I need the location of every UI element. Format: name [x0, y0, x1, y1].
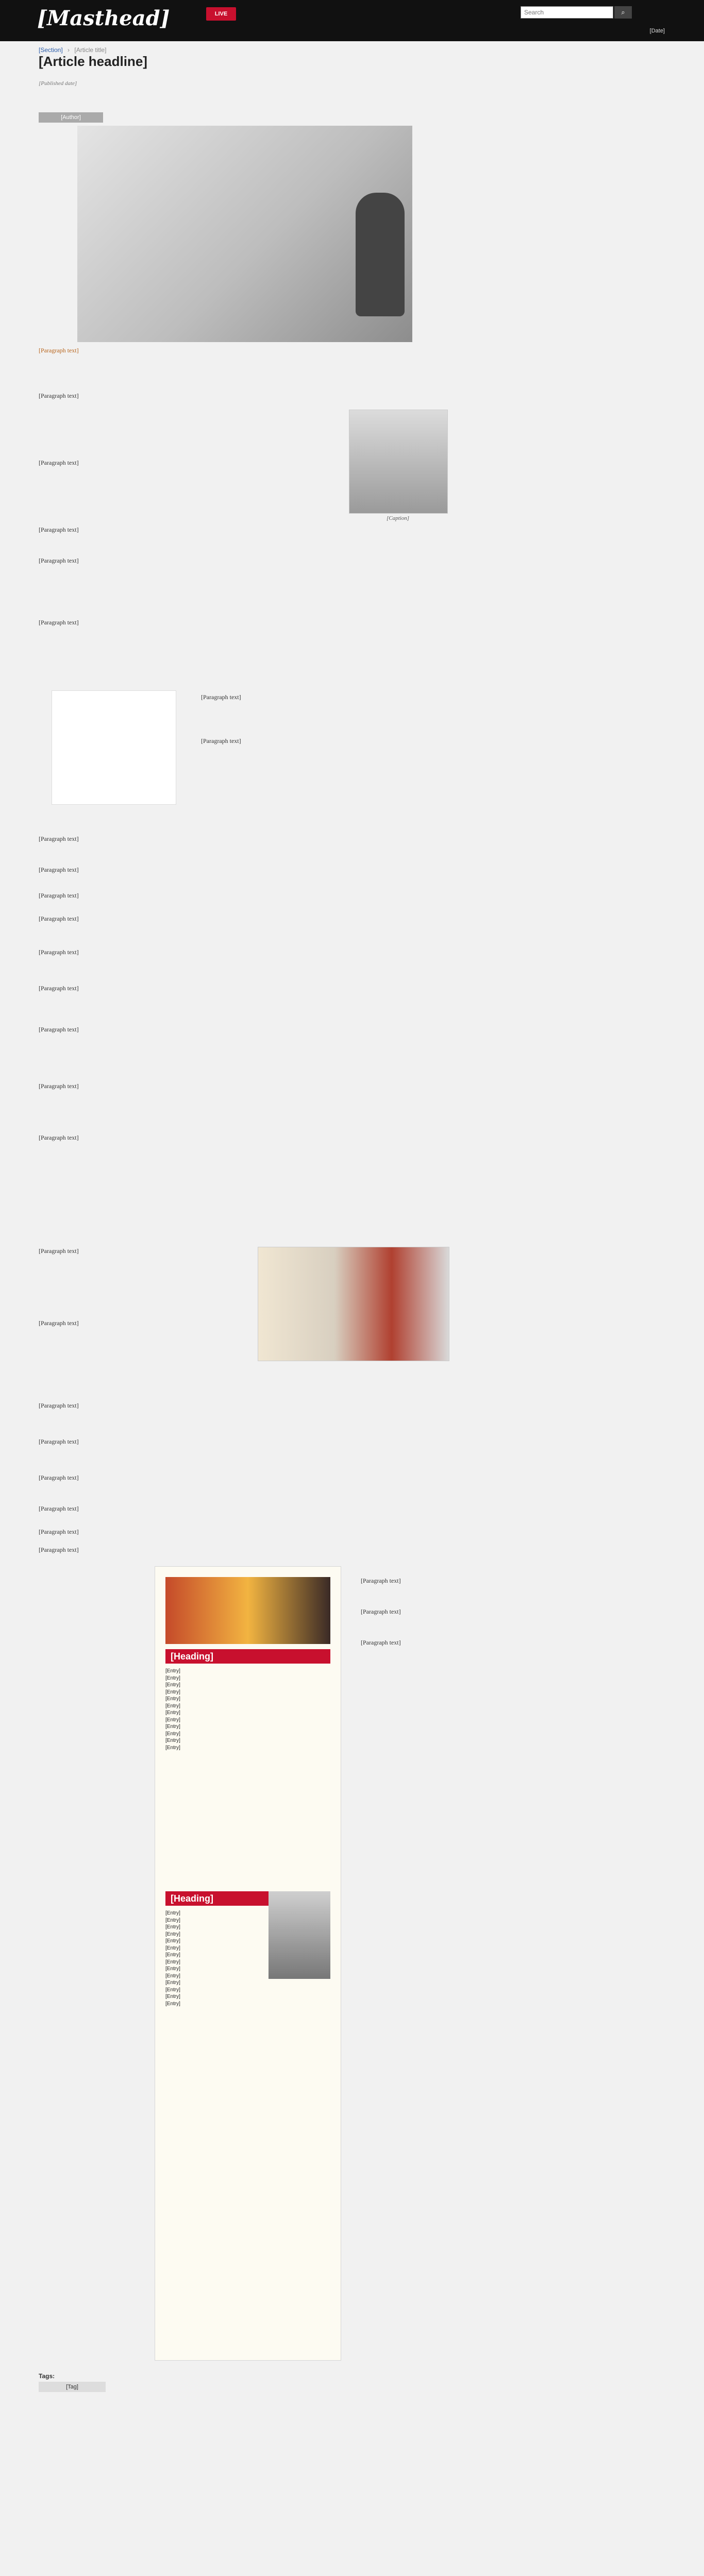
biography-item: [Entry]	[165, 1952, 180, 1958]
article-paragraph: [Paragraph text]	[201, 737, 241, 744]
article-paragraph: [Paragraph text]	[39, 985, 79, 992]
exhibition-item: [Entry]	[165, 1710, 180, 1716]
article-date: [Published date]	[39, 80, 77, 87]
tags-label: Tags:	[39, 2372, 55, 2380]
article-paragraph: [Paragraph text]	[39, 1528, 79, 1535]
article-paragraph: [Paragraph text]	[39, 392, 79, 399]
exhibition-item: [Entry]	[165, 1675, 180, 1681]
biography-item: [Entry]	[165, 1994, 180, 1999]
breadcrumb	[39, 46, 109, 54]
portrait-image	[349, 410, 448, 514]
biography-item: [Entry]	[165, 2001, 180, 2007]
biography-item: [Entry]	[165, 1917, 180, 1923]
biography-item: [Entry]	[165, 1966, 180, 1972]
hero-image	[77, 126, 412, 342]
article-paragraph: [Paragraph text]	[39, 1438, 79, 1445]
article-paragraph: [Paragraph text]	[39, 835, 79, 842]
exhibition-item: [Entry]	[165, 1738, 180, 1743]
exhibitions-heading: [Heading]	[165, 1649, 330, 1664]
article-paragraph: [Paragraph text]	[39, 1134, 79, 1141]
article-paragraph: [Paragraph text]	[39, 1505, 79, 1512]
article-paragraph: [Paragraph text]	[39, 892, 79, 899]
exhibition-item: [Entry]	[165, 1689, 180, 1695]
catalogue-poster	[155, 1566, 341, 2361]
biography-item: [Entry]	[165, 1959, 180, 1965]
biography-item: [Entry]	[165, 1931, 180, 1937]
article-paragraph: [Paragraph text]	[39, 1026, 79, 1033]
biography-item: [Entry]	[165, 1910, 180, 1916]
article-paragraph: [Paragraph text]	[39, 619, 79, 626]
article-title: [Article headline]	[39, 54, 147, 69]
biography-item: [Entry]	[165, 1987, 180, 1993]
exhibition-item: [Entry]	[165, 1744, 180, 1751]
hero-caption: [Paragraph text]	[39, 347, 79, 354]
article-paragraph: [Paragraph text]	[361, 1608, 401, 1615]
search-button[interactable]	[614, 6, 632, 19]
breadcrumb-current: [Article title]	[74, 46, 107, 54]
biography-item: [Entry]	[165, 1980, 180, 1986]
exhibition-item: [Entry]	[165, 1731, 180, 1737]
biography-item: [Entry]	[165, 1924, 180, 1930]
article-paragraph: [Paragraph text]	[39, 557, 79, 564]
site-logo[interactable]: [Masthead]	[37, 6, 170, 30]
sketch-illustration	[52, 690, 176, 805]
biography-heading: [Heading]	[165, 1891, 269, 1906]
artist-photo	[269, 1891, 330, 1979]
author-tag[interactable]: [Author]	[39, 112, 103, 123]
article-paragraph: [Paragraph text]	[39, 948, 79, 956]
exhibition-item: [Entry]	[165, 1682, 180, 1688]
portrait-caption: [Caption]	[386, 515, 409, 521]
exhibition-item: [Entry]	[165, 1703, 180, 1709]
biography-item: [Entry]	[165, 1945, 180, 1951]
article-paragraph: [Paragraph text]	[39, 1402, 79, 1409]
article-paragraph: [Paragraph text]	[39, 526, 79, 533]
search-input[interactable]	[521, 6, 613, 19]
biography-item: [Entry]	[165, 1938, 180, 1944]
article-paragraph: [Paragraph text]	[39, 459, 79, 466]
exhibition-item: [Entry]	[165, 1668, 180, 1674]
article-paragraph: [Paragraph text]	[39, 866, 79, 873]
biography-list	[165, 1910, 263, 2007]
exhibition-item: [Entry]	[165, 1696, 180, 1702]
article-paragraph: [Paragraph text]	[361, 1639, 401, 1646]
top-navigation-bar	[0, 0, 704, 41]
exhibitions-list	[165, 1668, 330, 1751]
header-dateline: [Date]	[649, 28, 665, 34]
article-paragraph: [Paragraph text]	[39, 915, 79, 922]
article-paragraph: [Paragraph text]	[201, 693, 241, 701]
article-paragraph: [Paragraph text]	[39, 1247, 79, 1255]
article-paragraph: [Paragraph text]	[39, 1474, 79, 1481]
breadcrumb-separator: ›	[68, 46, 70, 54]
article-paragraph: [Paragraph text]	[39, 1546, 79, 1553]
search-icon: ⌕	[621, 8, 625, 16]
article-paragraph: [Paragraph text]	[39, 1319, 79, 1327]
exhibition-item: [Entry]	[165, 1724, 180, 1730]
exhibition-photo	[258, 1247, 449, 1361]
biography-item: [Entry]	[165, 1973, 180, 1979]
live-badge[interactable]: LIVE	[206, 7, 236, 21]
exhibition-item: [Entry]	[165, 1717, 180, 1723]
poster-artwork	[165, 1577, 330, 1644]
article-paragraph: [Paragraph text]	[361, 1577, 401, 1584]
article-paragraph: [Paragraph text]	[39, 1082, 79, 1090]
breadcrumb-section[interactable]: [Section]	[39, 46, 63, 54]
tag-chip[interactable]: [Tag]	[39, 2382, 106, 2392]
